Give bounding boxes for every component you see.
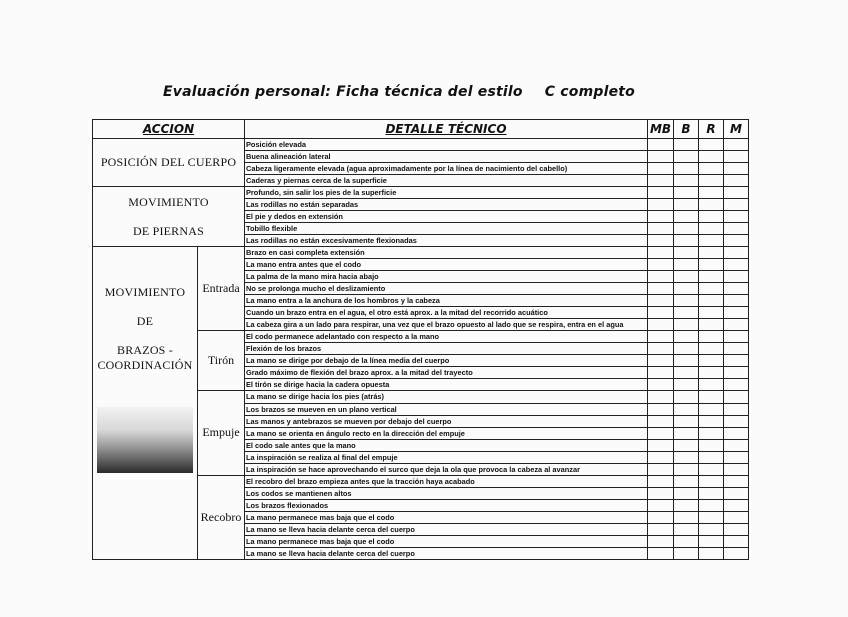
rating-cell-b[interactable] bbox=[674, 524, 699, 536]
rating-cell-b[interactable] bbox=[674, 307, 699, 319]
rating-cell-mb[interactable] bbox=[648, 403, 674, 415]
rating-cell-m[interactable] bbox=[724, 427, 749, 439]
rating-cell-b[interactable] bbox=[674, 415, 699, 427]
rating-cell-b[interactable] bbox=[674, 175, 699, 187]
rating-cell-b[interactable] bbox=[674, 403, 699, 415]
rating-cell-b[interactable] bbox=[674, 295, 699, 307]
section-label: DE bbox=[136, 314, 154, 328]
rating-cell-m[interactable] bbox=[724, 524, 749, 536]
detail-cell: Las rodillas no están separadas bbox=[245, 199, 648, 211]
rating-cell-b[interactable] bbox=[674, 475, 699, 487]
rating-cell-m[interactable] bbox=[724, 307, 749, 319]
rating-cell-b[interactable] bbox=[674, 283, 699, 295]
rating-cell-mb[interactable] bbox=[648, 536, 674, 548]
rating-cell-b[interactable] bbox=[674, 259, 699, 271]
header-detalle: DETALLE TÉCNICO bbox=[245, 120, 648, 139]
swimmer-photo bbox=[97, 407, 193, 473]
rating-cell-mb[interactable] bbox=[648, 391, 674, 403]
rating-cell-m[interactable] bbox=[724, 235, 749, 247]
rating-cell-b[interactable] bbox=[674, 536, 699, 548]
detail-cell: El tirón se dirige hacia la cadera opuesta bbox=[245, 379, 648, 391]
rating-cell-m[interactable] bbox=[724, 439, 749, 451]
rating-cell-b[interactable] bbox=[674, 271, 699, 283]
rating-cell-mb[interactable] bbox=[648, 211, 674, 223]
rating-cell-mb[interactable] bbox=[648, 355, 674, 367]
rating-cell-m[interactable] bbox=[724, 415, 749, 427]
rating-cell-mb[interactable] bbox=[648, 223, 674, 235]
rating-cell-m[interactable] bbox=[724, 283, 749, 295]
detail-cell: Tobillo flexible bbox=[245, 223, 648, 235]
rating-cell-r[interactable] bbox=[699, 139, 724, 151]
detail-cell: La mano permanece mas baja que el codo bbox=[245, 536, 648, 548]
subsection-label: Recobro bbox=[200, 509, 242, 524]
rating-cell-m[interactable] bbox=[724, 319, 749, 331]
rating-cell-mb[interactable] bbox=[648, 463, 674, 475]
rating-cell-r[interactable] bbox=[699, 403, 724, 415]
rating-cell-mb[interactable] bbox=[648, 199, 674, 211]
rating-cell-r[interactable] bbox=[699, 548, 724, 560]
rating-cell-mb[interactable] bbox=[648, 367, 674, 379]
detail-cell: La mano entra a la anchura de los hombros y la cabeza bbox=[245, 295, 648, 307]
rating-cell-m[interactable] bbox=[724, 187, 749, 199]
section-label: COORDINACIÓN bbox=[97, 358, 193, 372]
rating-cell-b[interactable] bbox=[674, 439, 699, 451]
section-label: DE PIERNAS bbox=[132, 223, 204, 238]
subsection-label: Empuje bbox=[202, 425, 240, 440]
rating-cell-mb[interactable] bbox=[648, 415, 674, 427]
rating-cell-r[interactable] bbox=[699, 163, 724, 175]
rating-cell-mb[interactable] bbox=[648, 548, 674, 560]
rating-cell-m[interactable] bbox=[724, 536, 749, 548]
rating-cell-b[interactable] bbox=[674, 235, 699, 247]
detail-cell: La mano se orienta en ángulo recto en la dirección del empuje bbox=[245, 427, 648, 439]
subsection-recobro bbox=[198, 475, 245, 559]
rating-cell-r[interactable] bbox=[699, 512, 724, 524]
rating-cell-m[interactable] bbox=[724, 488, 749, 500]
rating-cell-r[interactable] bbox=[699, 331, 724, 343]
rating-cell-r[interactable] bbox=[699, 355, 724, 367]
rating-cell-m[interactable] bbox=[724, 211, 749, 223]
section-label: BRAZOS - bbox=[117, 343, 173, 357]
rating-cell-mb[interactable] bbox=[648, 235, 674, 247]
detail-cell: La mano se lleva hacia delante cerca del cuerpo bbox=[245, 548, 648, 560]
detail-cell: Buena alineación lateral bbox=[245, 151, 648, 163]
detail-cell: Las rodillas no están excesivamente flexionadas bbox=[245, 235, 648, 247]
rating-cell-m[interactable] bbox=[724, 295, 749, 307]
rating-cell-b[interactable] bbox=[674, 379, 699, 391]
rating-cell-mb[interactable] bbox=[648, 524, 674, 536]
rating-cell-r[interactable] bbox=[699, 259, 724, 271]
rating-cell-m[interactable] bbox=[724, 247, 749, 259]
detail-cell: El pie y dedos en extensión bbox=[245, 211, 648, 223]
detail-cell: Flexión de los brazos bbox=[245, 343, 648, 355]
rating-cell-m[interactable] bbox=[724, 391, 749, 403]
rating-cell-m[interactable] bbox=[724, 500, 749, 512]
rating-cell-m[interactable] bbox=[724, 259, 749, 271]
rating-cell-r[interactable] bbox=[699, 187, 724, 199]
rating-cell-m[interactable] bbox=[724, 379, 749, 391]
rating-cell-m[interactable] bbox=[724, 331, 749, 343]
detail-cell: La mano se dirige por debajo de la línea media del cuerpo bbox=[245, 355, 648, 367]
rating-cell-mb[interactable] bbox=[648, 451, 674, 463]
subsection-label: Entrada bbox=[202, 281, 240, 295]
rating-cell-mb[interactable] bbox=[648, 139, 674, 151]
rating-cell-b[interactable] bbox=[674, 367, 699, 379]
rating-cell-r[interactable] bbox=[699, 451, 724, 463]
rating-cell-r[interactable] bbox=[699, 391, 724, 403]
rating-cell-b[interactable] bbox=[674, 211, 699, 223]
detail-cell: Los codos se mantienen altos bbox=[245, 488, 648, 500]
section-label: POSICIÓN DEL CUERPO bbox=[100, 155, 237, 169]
detail-cell: La inspiración se hace aprovechando el surco que deja la ola que provoca la cabeza al avanzar bbox=[245, 463, 648, 475]
detail-cell: Las manos y antebrazos se mueven por debajo del cuerpo bbox=[245, 415, 648, 427]
rating-cell-b[interactable] bbox=[674, 187, 699, 199]
rating-cell-r[interactable] bbox=[699, 524, 724, 536]
rating-cell-r[interactable] bbox=[699, 223, 724, 235]
rating-cell-m[interactable] bbox=[724, 355, 749, 367]
detail-cell: La mano se dirige hacia los pies (atrás) bbox=[245, 391, 648, 403]
rating-cell-m[interactable] bbox=[724, 343, 749, 355]
header-r: R bbox=[699, 120, 724, 139]
rating-cell-mb[interactable] bbox=[648, 500, 674, 512]
detail-cell: Profundo, sin salir los pies de la superficie bbox=[245, 187, 648, 199]
rating-cell-b[interactable] bbox=[674, 548, 699, 560]
detail-cell: Brazo en casi completa extensión bbox=[245, 247, 648, 259]
header-b: B bbox=[674, 120, 699, 139]
rating-cell-m[interactable] bbox=[724, 271, 749, 283]
detail-cell: No se prolonga mucho el deslizamiento bbox=[245, 283, 648, 295]
rating-cell-r[interactable] bbox=[699, 235, 724, 247]
detail-cell: El codo permanece adelantado con respecto a la mano bbox=[245, 331, 648, 343]
detail-cell: Los brazos se mueven en un plano vertical bbox=[245, 403, 648, 415]
detail-cell: Los brazos flexionados bbox=[245, 500, 648, 512]
section-label-wrap bbox=[93, 247, 197, 559]
rating-cell-b[interactable] bbox=[674, 319, 699, 331]
section-brazos bbox=[93, 247, 198, 560]
table-row bbox=[93, 139, 749, 151]
detail-cell: Cabeza ligeramente elevada (agua aproximadamente por la línea de nacimiento del cabello) bbox=[245, 163, 648, 175]
rating-cell-mb[interactable] bbox=[648, 331, 674, 343]
rating-cell-mb[interactable] bbox=[648, 512, 674, 524]
rating-cell-mb[interactable] bbox=[648, 283, 674, 295]
page-title bbox=[0, 84, 798, 100]
rating-cell-b[interactable] bbox=[674, 500, 699, 512]
table-row bbox=[93, 187, 749, 199]
rating-cell-mb[interactable] bbox=[648, 187, 674, 199]
section-label: MOVIMIENTO bbox=[128, 194, 209, 209]
rating-cell-r[interactable] bbox=[699, 283, 724, 295]
rating-cell-m[interactable] bbox=[724, 475, 749, 487]
rating-cell-m[interactable] bbox=[724, 451, 749, 463]
rating-cell-r[interactable] bbox=[699, 475, 724, 487]
detail-cell: La palma de la mano mira hacia abajo bbox=[245, 271, 648, 283]
title-main: Evaluación personal: Ficha técnica del estilo bbox=[163, 84, 523, 100]
rating-cell-b[interactable] bbox=[674, 139, 699, 151]
rating-cell-r[interactable] bbox=[699, 211, 724, 223]
rating-cell-b[interactable] bbox=[674, 247, 699, 259]
rating-cell-mb[interactable] bbox=[648, 439, 674, 451]
rating-cell-r[interactable] bbox=[699, 415, 724, 427]
rating-cell-m[interactable] bbox=[724, 403, 749, 415]
section-piernas bbox=[93, 187, 245, 247]
rating-cell-b[interactable] bbox=[674, 223, 699, 235]
rating-cell-m[interactable] bbox=[724, 175, 749, 187]
rating-cell-m[interactable] bbox=[724, 199, 749, 211]
header-m: M bbox=[724, 120, 749, 139]
detail-cell: El codo sale antes que la mano bbox=[245, 439, 648, 451]
rating-cell-mb[interactable] bbox=[648, 175, 674, 187]
detail-cell: El recobro del brazo empieza antes que la tracción haya acabado bbox=[245, 475, 648, 487]
rating-cell-r[interactable] bbox=[699, 500, 724, 512]
rating-cell-b[interactable] bbox=[674, 488, 699, 500]
header-row bbox=[93, 120, 749, 139]
rating-cell-b[interactable] bbox=[674, 163, 699, 175]
subsection-label: Tirón bbox=[207, 353, 235, 368]
table-row bbox=[93, 247, 749, 259]
rating-cell-m[interactable] bbox=[724, 163, 749, 175]
rating-cell-mb[interactable] bbox=[648, 427, 674, 439]
rating-cell-m[interactable] bbox=[724, 512, 749, 524]
rating-cell-r[interactable] bbox=[699, 151, 724, 163]
rating-cell-r[interactable] bbox=[699, 199, 724, 211]
rating-cell-b[interactable] bbox=[674, 199, 699, 211]
rating-cell-b[interactable] bbox=[674, 151, 699, 163]
section-label-stack bbox=[93, 285, 197, 387]
rating-cell-mb[interactable] bbox=[648, 475, 674, 487]
rating-cell-b[interactable] bbox=[674, 331, 699, 343]
rating-cell-mb[interactable] bbox=[648, 488, 674, 500]
rating-cell-r[interactable] bbox=[699, 307, 724, 319]
rating-cell-b[interactable] bbox=[674, 427, 699, 439]
rating-cell-mb[interactable] bbox=[648, 271, 674, 283]
rating-cell-m[interactable] bbox=[724, 367, 749, 379]
title-style: C completo bbox=[544, 84, 635, 100]
evaluation-table bbox=[92, 119, 749, 560]
rating-cell-m[interactable] bbox=[724, 548, 749, 560]
rating-cell-r[interactable] bbox=[699, 536, 724, 548]
rating-cell-mb[interactable] bbox=[648, 319, 674, 331]
detail-cell: Caderas y piernas cerca de la superficie bbox=[245, 175, 648, 187]
rating-cell-r[interactable] bbox=[699, 367, 724, 379]
detail-cell: La mano se lleva hacia delante cerca del cuerpo bbox=[245, 524, 648, 536]
rating-cell-m[interactable] bbox=[724, 463, 749, 475]
rating-cell-r[interactable] bbox=[699, 488, 724, 500]
rating-cell-mb[interactable] bbox=[648, 343, 674, 355]
rating-cell-b[interactable] bbox=[674, 451, 699, 463]
rating-cell-mb[interactable] bbox=[648, 163, 674, 175]
rating-cell-r[interactable] bbox=[699, 175, 724, 187]
detail-cell: La mano entra antes que el codo bbox=[245, 259, 648, 271]
section-posicion bbox=[93, 139, 245, 187]
rating-cell-mb[interactable] bbox=[648, 247, 674, 259]
rating-cell-m[interactable] bbox=[724, 223, 749, 235]
detail-cell: Posición elevada bbox=[245, 139, 648, 151]
subsection-empuje bbox=[198, 391, 245, 475]
rating-cell-mb[interactable] bbox=[648, 295, 674, 307]
rating-cell-r[interactable] bbox=[699, 463, 724, 475]
rating-cell-r[interactable] bbox=[699, 319, 724, 331]
rating-cell-r[interactable] bbox=[699, 295, 724, 307]
detail-cell: La mano permanece mas baja que el codo bbox=[245, 512, 648, 524]
rating-cell-r[interactable] bbox=[699, 379, 724, 391]
header-mb: MB bbox=[648, 120, 674, 139]
rating-cell-r[interactable] bbox=[699, 271, 724, 283]
rating-cell-mb[interactable] bbox=[648, 307, 674, 319]
detail-cell: Grado máximo de flexión del brazo aprox. a la mitad del trayecto bbox=[245, 367, 648, 379]
rating-cell-r[interactable] bbox=[699, 247, 724, 259]
detail-cell: La cabeza gira a un lado para respirar, una vez que el brazo opuesto al lado que se respira, entra en el agua bbox=[245, 319, 648, 331]
subsection-entrada bbox=[198, 247, 245, 331]
rating-cell-r[interactable] bbox=[699, 427, 724, 439]
section-label: MOVIMIENTO bbox=[104, 285, 186, 299]
rating-cell-mb[interactable] bbox=[648, 259, 674, 271]
rating-cell-b[interactable] bbox=[674, 391, 699, 403]
header-accion: ACCION bbox=[93, 120, 245, 139]
section-label-stack bbox=[93, 195, 244, 239]
rating-cell-b[interactable] bbox=[674, 512, 699, 524]
rating-cell-m[interactable] bbox=[724, 151, 749, 163]
rating-cell-b[interactable] bbox=[674, 463, 699, 475]
rating-cell-mb[interactable] bbox=[648, 151, 674, 163]
subsection-tiron bbox=[198, 331, 245, 391]
detail-cell: La inspiración se realiza al final del empuje bbox=[245, 451, 648, 463]
rating-cell-m[interactable] bbox=[724, 139, 749, 151]
detail-cell: Cuando un brazo entra en el agua, el otro está aprox. a la mitad del recorrido acuático bbox=[245, 307, 648, 319]
rating-cell-r[interactable] bbox=[699, 343, 724, 355]
rating-cell-b[interactable] bbox=[674, 355, 699, 367]
rating-cell-r[interactable] bbox=[699, 439, 724, 451]
rating-cell-b[interactable] bbox=[674, 343, 699, 355]
rating-cell-mb[interactable] bbox=[648, 379, 674, 391]
